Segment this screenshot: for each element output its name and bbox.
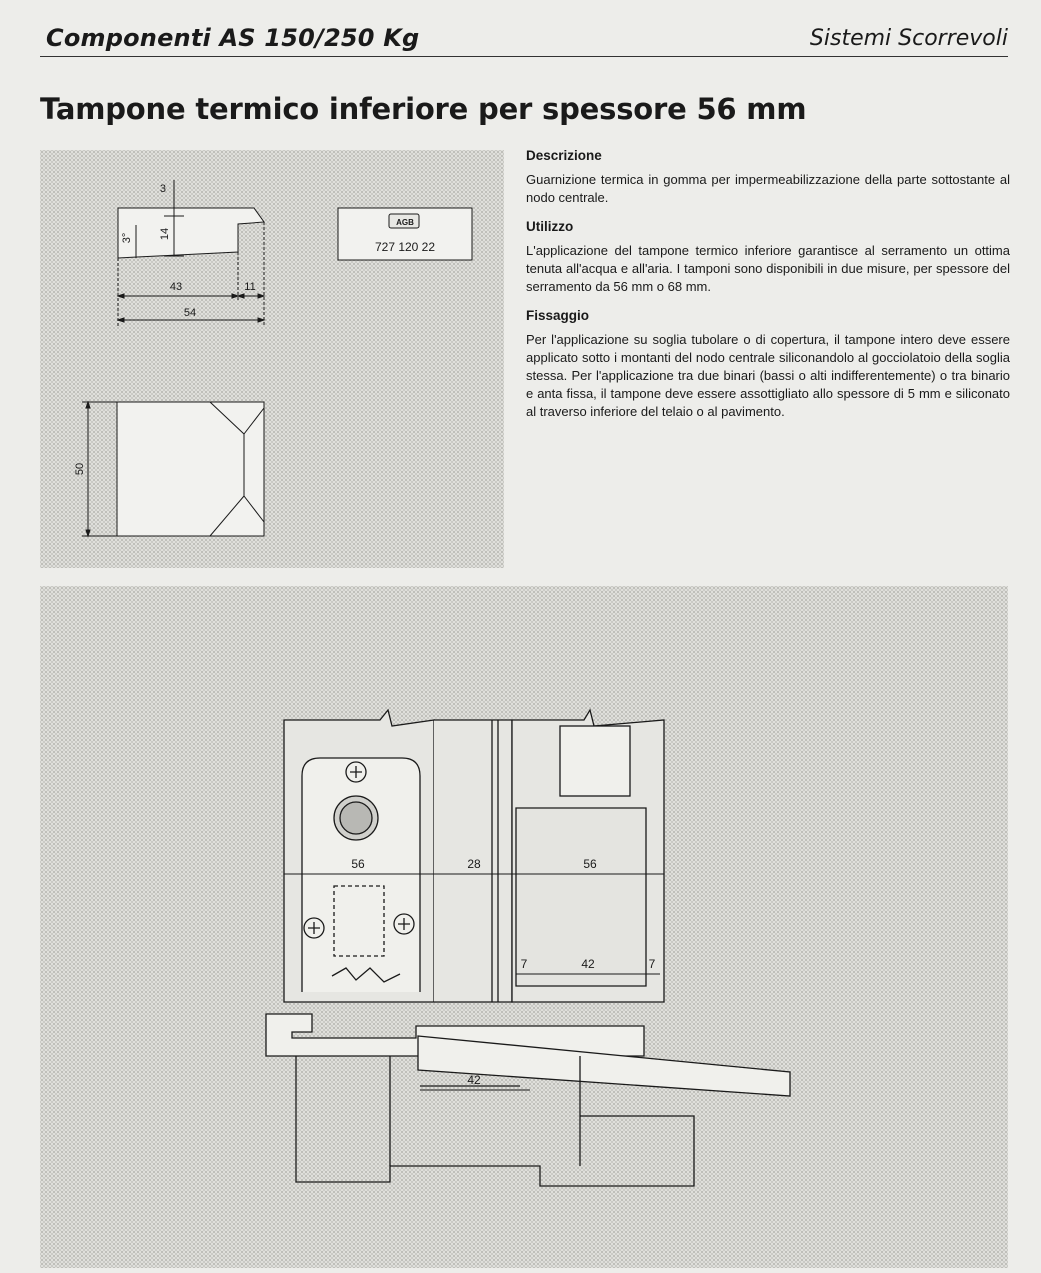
- description-text: [526, 148, 1010, 433]
- dim-right-56: 56: [583, 857, 597, 871]
- cross-section-drawing: [40, 586, 1008, 1268]
- header-right-title: Sistemi Scorrevoli: [809, 26, 1008, 51]
- gasket-plan-shape: [117, 402, 264, 536]
- heading-utilizzo: Utilizzo: [526, 219, 574, 234]
- gasket-profile-shape: [118, 208, 264, 258]
- dim-middle-28: 28: [467, 857, 481, 871]
- body-utilizzo: L'applicazione del tampone termico inferiore garantisce al serramento un ottima tenuta all'acqua e all'aria. I tamponi sono disponibili in due misure, per spessore del serramento da 56 mm o 68 mm.: [526, 243, 1010, 294]
- technical-drawing-panel: [40, 150, 504, 568]
- dim-50: 50: [74, 462, 86, 476]
- dim-3: 3: [159, 183, 166, 195]
- body-descrizione: Guarnizione termica in gomma per impermeabilizzazione della parte sottostante al nodo centrale.: [526, 172, 1010, 205]
- dim-43: 43: [169, 281, 183, 293]
- dim-gap-right-7: 7: [648, 957, 656, 971]
- body-fissaggio: Per l'applicazione su soglia tubolare o di copertura, il tampone intero deve essere applicato sotto i montanti del nodo centrale siliconandolo al gocciolatoio della soglia stessa. Per l'applicazione tra due binari (bassi o alti indifferentemente) o tra binario e anta fissa, il tampone deve essere assottigliato allo spessore di 5 mm e siliconato al traverso inferiore del telaio o al pavimento.: [526, 332, 1010, 419]
- dim-14: 14: [159, 227, 171, 241]
- dim-54: 54: [183, 307, 197, 319]
- dim-angle: 3°: [121, 232, 133, 244]
- heading-descrizione: Descrizione: [526, 148, 602, 163]
- product-code: 727 120 22: [374, 240, 436, 254]
- page-header: [40, 22, 1008, 57]
- dim-left-56: 56: [351, 857, 365, 871]
- gasket-drawings: [40, 150, 504, 568]
- dim-11: 11: [244, 281, 256, 293]
- heading-fissaggio: Fissaggio: [526, 308, 590, 323]
- cross-section-panel: [40, 586, 1008, 1268]
- dim-inner-42: 42: [581, 957, 595, 971]
- product-logo: AGB: [396, 218, 414, 227]
- left-aluminum-profile: [302, 758, 420, 992]
- page-title: Tampone termico inferiore per spessore 56 mm: [40, 92, 807, 126]
- header-left-title: Componenti AS 150/250 Kg: [46, 24, 420, 52]
- dim-bottom-42: 42: [467, 1073, 481, 1087]
- dim-gap-left-7: 7: [520, 957, 528, 971]
